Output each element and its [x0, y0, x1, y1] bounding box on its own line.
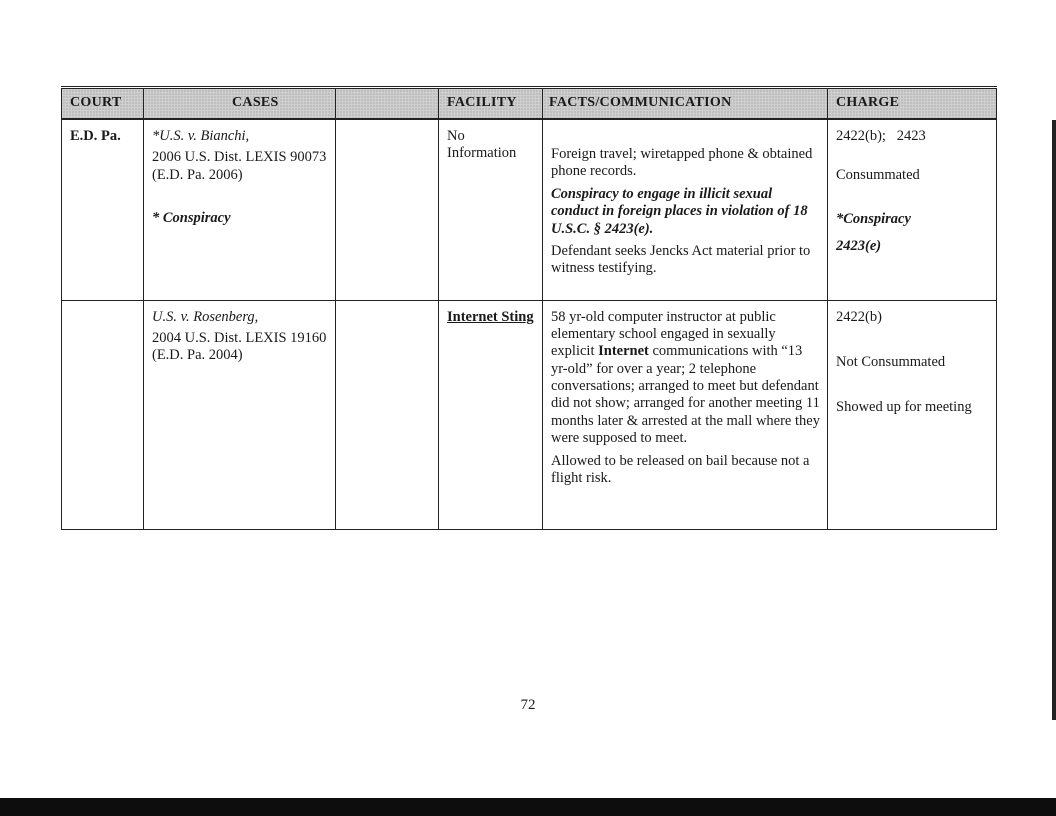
table-row — [62, 119, 997, 300]
table-row — [62, 300, 997, 529]
facility-cell — [439, 300, 543, 529]
case-cell — [144, 119, 336, 300]
header-cases: CASES — [144, 88, 336, 120]
facts-text: 58 yr-old computer instructor at public elementary school engaged in sexually explicit Internet communications with “13 yr-old” for over a year; 2 telephone conversations; arranged to meet but defendant did not show; arranged for another meeting 11 months later & arrested at the mall where they were supposed to meet. — [551, 308, 820, 447]
case-citation: 2004 U.S. Dist. LEXIS 19160 (E.D. Pa. 2004) — [152, 329, 327, 364]
case-name: U.S. v. Rosenberg, — [152, 308, 259, 325]
court-cell — [62, 119, 144, 300]
scan-edge — [1052, 120, 1056, 720]
charge-note: 2423(e) — [836, 238, 882, 255]
blank-cell — [336, 300, 439, 529]
header-facility: FACILITY — [439, 88, 543, 120]
facts-emphasis: Internet — [598, 343, 649, 360]
court-cell — [62, 300, 144, 529]
page-number: 72 — [520, 697, 536, 713]
facility-cell — [439, 119, 543, 300]
header-blank — [336, 88, 439, 120]
header-facts-communication: FACTS/COMMUNICATION — [543, 88, 828, 120]
charge-note: Showed up for meeting — [836, 399, 972, 416]
charge-statute: 2422(b); 2423 — [836, 128, 926, 144]
case-table — [61, 86, 997, 530]
charge-note: *Conspiracy — [836, 210, 911, 227]
scan-bottom-border — [0, 798, 1056, 816]
charge-cell — [828, 300, 997, 529]
case-note: * Conspiracy — [152, 210, 231, 227]
facts-text: Defendant seeks Jencks Act material prior to witness testifying. — [551, 242, 811, 277]
facts-cell — [543, 119, 828, 300]
table-header — [62, 88, 997, 120]
header-charge: CHARGE — [828, 88, 997, 120]
blank-cell — [336, 119, 439, 300]
facility-text: No Information — [447, 128, 517, 162]
header-court: COURT — [62, 88, 144, 120]
case-cell — [144, 300, 336, 529]
court-label: E.D. Pa. — [70, 128, 121, 144]
case-name: *U.S. v. Bianchi, — [152, 128, 250, 144]
facts-text: Allowed to be released on bail because not a flight risk. — [551, 452, 810, 487]
charge-cell — [828, 119, 997, 300]
charge-status: Not Consummated — [836, 353, 946, 370]
case-citation: 2006 U.S. Dist. LEXIS 90073 (E.D. Pa. 2006) — [152, 149, 327, 183]
facts-text: Conspiracy to engage in illicit sexual conduct in foreign places in violation of 18 U.S.C. § 2423(e). — [551, 185, 808, 237]
facts-cell — [543, 300, 828, 529]
facility-text: Internet Sting — [447, 308, 534, 325]
charge-status: Consummated — [836, 167, 920, 184]
facts-text: Foreign travel; wiretapped phone & obtained phone records. — [551, 146, 813, 180]
charge-statute: 2422(b) — [836, 308, 882, 325]
